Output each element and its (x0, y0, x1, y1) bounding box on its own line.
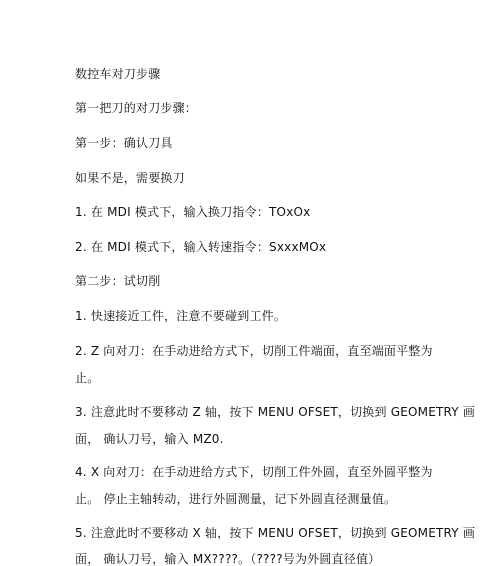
text-line: 2. Z 向对刀：在手动进给方式下，切削工件端面，直至端面平整为 (75, 344, 433, 358)
text-line: 1. 在 MDI 模式下，输入换刀指令：TOxOx (75, 205, 311, 219)
text-line: 止。 停止主轴转动，进行外圆测量，记下外圆直径测量值。 (75, 492, 397, 506)
text-line: 止。 (75, 371, 100, 385)
text-line: 2. 在 MDI 模式下，输入转速指令：SxxxMOx (75, 240, 327, 254)
document-title: 数控车对刀步骤 (75, 67, 161, 81)
text-line: 第一步：确认刀具 (75, 136, 173, 150)
text-line: 3. 注意此时不要移动 Z 轴，按下 MENU OFSET，切换到 GEOMETRY 画 (75, 405, 476, 419)
text-line: 4. X 向对刀：在手动进给方式下，切削工件外圆，直至外圆平整为 (75, 465, 433, 479)
text-line: 1. 快速接近工件，注意不要碰到工件。 (75, 309, 287, 323)
text-line: 第二步：试切削 (75, 274, 161, 288)
text-line: 5. 注意此时不要移动 X 轴，按下 MENU OFSET，切换到 GEOMETRY 画 (75, 526, 476, 540)
text-line: 面， 确认刀号，输入 MX????。（????号为外圆直径值） (75, 552, 381, 566)
text-line: 面， 确认刀号，输入 MZ0. (75, 432, 224, 446)
text-line: 如果不是，需要换刀 (75, 171, 185, 185)
text-line: 第一把刀的对刀步骤： (75, 101, 198, 115)
